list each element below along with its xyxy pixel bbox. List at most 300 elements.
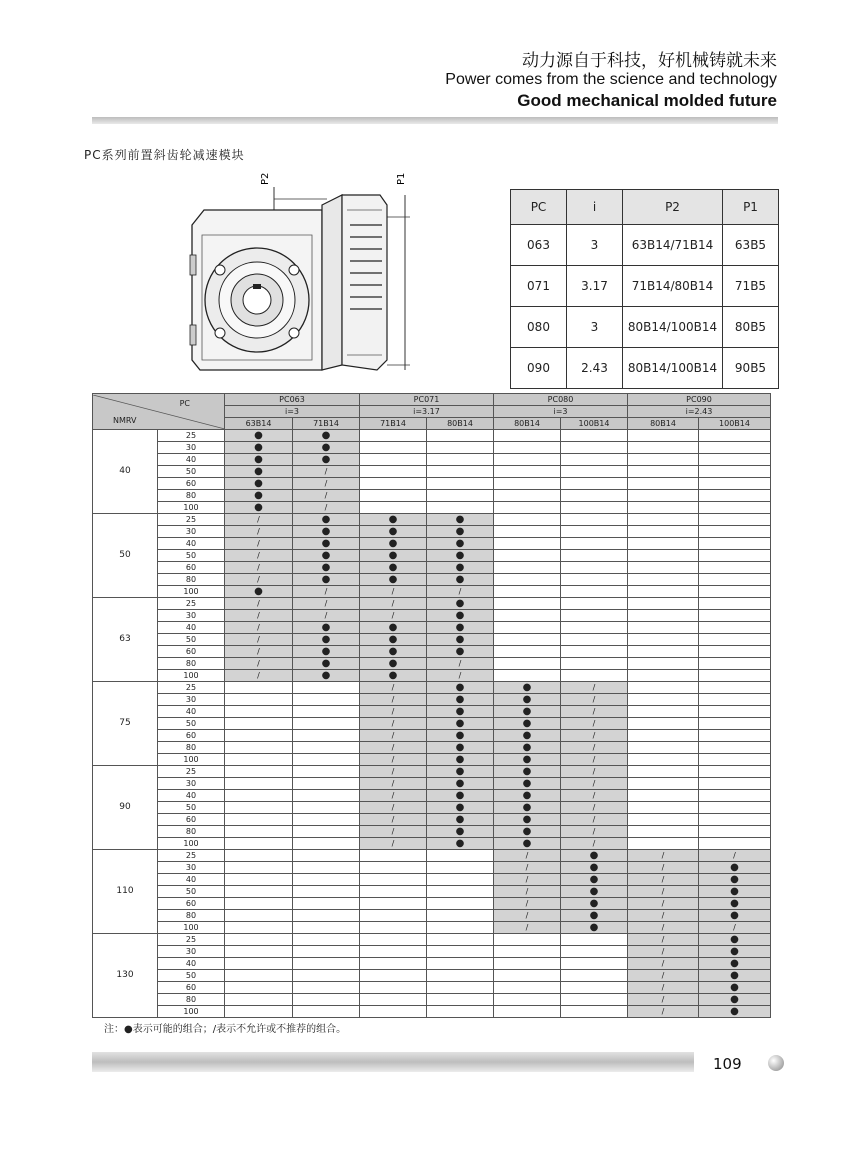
- compat-cell: [628, 694, 699, 706]
- compat-cell: [628, 754, 699, 766]
- compat-cell: [628, 838, 699, 850]
- compat-cell: /: [360, 790, 427, 802]
- compat-cell: [494, 550, 561, 562]
- compat-cell: [293, 790, 360, 802]
- compat-cell: [494, 478, 561, 490]
- compat-cell: [494, 946, 561, 958]
- ratio-cell: 25: [158, 934, 225, 946]
- compat-cell: ●: [561, 910, 628, 922]
- compat-cell: [699, 598, 771, 610]
- ratio-cell: 25: [158, 850, 225, 862]
- compat-cell: [427, 430, 494, 442]
- header-title-cn: 动力源自于科技，好机械铸就未来: [522, 51, 777, 71]
- compat-cell: ●: [293, 538, 360, 550]
- table-row: [93, 886, 771, 898]
- flange-header: 71B14: [360, 418, 427, 430]
- compat-cell: [561, 562, 628, 574]
- compat-cell: /: [561, 754, 628, 766]
- table-row: [93, 742, 771, 754]
- spec-cell: 090: [511, 348, 567, 389]
- compat-cell: [427, 898, 494, 910]
- compat-cell: [561, 946, 628, 958]
- compat-cell: [225, 814, 293, 826]
- compat-cell: /: [293, 598, 360, 610]
- spec-header-row: [511, 190, 779, 225]
- table-row: [93, 946, 771, 958]
- compat-cell: ●: [427, 634, 494, 646]
- compat-cell: [699, 526, 771, 538]
- ratio-cell: 100: [158, 502, 225, 514]
- compat-cell: [628, 586, 699, 598]
- compat-cell: [293, 898, 360, 910]
- compat-cell: [225, 766, 293, 778]
- flange-header: 80B14: [628, 418, 699, 430]
- compat-cell: ●: [360, 514, 427, 526]
- ratio-cell: 25: [158, 766, 225, 778]
- spec-row: [511, 266, 779, 307]
- compat-cell: [293, 874, 360, 886]
- compat-cell: [561, 994, 628, 1006]
- compat-cell: [699, 502, 771, 514]
- compat-cell: [494, 526, 561, 538]
- compat-cell: [225, 694, 293, 706]
- table-row: [93, 694, 771, 706]
- compat-cell: ●: [225, 502, 293, 514]
- nmrv-size-cell: 110: [93, 850, 158, 934]
- compat-cell: [494, 982, 561, 994]
- compat-cell: [360, 478, 427, 490]
- compat-cell: [699, 802, 771, 814]
- compat-cell: [427, 922, 494, 934]
- compat-cell: [561, 646, 628, 658]
- compat-cell: [561, 550, 628, 562]
- compat-cell: [225, 718, 293, 730]
- compat-cell: [699, 814, 771, 826]
- compat-cell: [293, 754, 360, 766]
- group-ratio: i=3: [225, 406, 360, 418]
- compat-cell: /: [225, 538, 293, 550]
- compat-cell: [494, 622, 561, 634]
- compat-cell: ●: [225, 478, 293, 490]
- table-row: [93, 430, 771, 442]
- compat-cell: [427, 934, 494, 946]
- compat-cell: ●: [427, 610, 494, 622]
- compat-cell: [561, 478, 628, 490]
- compat-cell: ●: [293, 658, 360, 670]
- compat-cell: ●: [360, 634, 427, 646]
- compat-cell: [561, 466, 628, 478]
- compat-cell: [427, 502, 494, 514]
- compat-cell: [628, 502, 699, 514]
- compat-cell: ●: [427, 538, 494, 550]
- compat-cell: [561, 622, 628, 634]
- compat-cell: /: [494, 862, 561, 874]
- table-row: [93, 778, 771, 790]
- compat-cell: [225, 922, 293, 934]
- compat-cell: [699, 778, 771, 790]
- ratio-cell: 25: [158, 682, 225, 694]
- spec-cell: 3: [567, 307, 623, 348]
- compat-cell: /: [561, 814, 628, 826]
- compat-cell: /: [293, 466, 360, 478]
- table-row: [93, 718, 771, 730]
- header-title-en: Power comes from the science and technology: [445, 71, 777, 88]
- ratio-cell: 80: [158, 574, 225, 586]
- compat-cell: /: [360, 586, 427, 598]
- compat-cell: [427, 1006, 494, 1018]
- compat-cell: ●: [360, 574, 427, 586]
- compat-cell: [561, 430, 628, 442]
- ratio-cell: 60: [158, 646, 225, 658]
- compat-cell: [293, 946, 360, 958]
- compat-cell: ●: [225, 442, 293, 454]
- compat-cell: [360, 1006, 427, 1018]
- table-row: [93, 610, 771, 622]
- table-row: [93, 490, 771, 502]
- corner-pc-label: PC: [179, 398, 190, 408]
- compat-cell: /: [561, 718, 628, 730]
- compat-cell: [699, 574, 771, 586]
- compat-cell: [561, 670, 628, 682]
- compat-cell: [225, 886, 293, 898]
- compat-cell: [293, 694, 360, 706]
- compat-cell: [494, 490, 561, 502]
- gearbox-drawing: [182, 165, 422, 380]
- compat-cell: [494, 658, 561, 670]
- nmrv-size-cell: 40: [93, 430, 158, 514]
- compat-cell: /: [494, 898, 561, 910]
- compat-cell: ●: [293, 646, 360, 658]
- compat-cell: /: [360, 754, 427, 766]
- compat-cell: ●: [360, 658, 427, 670]
- compat-cell: [494, 466, 561, 478]
- compat-cell: /: [225, 562, 293, 574]
- compat-cell: ●: [225, 490, 293, 502]
- compat-cell: [427, 958, 494, 970]
- compat-cell: /: [628, 934, 699, 946]
- compat-cell: [561, 610, 628, 622]
- compat-cell: ●: [293, 634, 360, 646]
- compat-cell: [561, 982, 628, 994]
- compat-cell: [427, 478, 494, 490]
- ratio-cell: 80: [158, 742, 225, 754]
- compatibility-table: [92, 393, 771, 1018]
- compat-cell: /: [494, 910, 561, 922]
- footer-bar: [92, 1052, 694, 1072]
- compat-cell: ●: [293, 550, 360, 562]
- compat-cell: [225, 994, 293, 1006]
- compat-cell: [360, 502, 427, 514]
- compat-cell: [293, 682, 360, 694]
- compat-cell: ●: [360, 622, 427, 634]
- compat-cell: /: [494, 886, 561, 898]
- compat-cell: [225, 862, 293, 874]
- compat-cell: /: [427, 586, 494, 598]
- compat-cell: ●: [360, 550, 427, 562]
- compat-cell: /: [360, 706, 427, 718]
- compat-cell: [561, 514, 628, 526]
- compat-cell: /: [561, 802, 628, 814]
- compat-cell: [360, 970, 427, 982]
- compat-cell: [628, 826, 699, 838]
- compat-cell: [494, 454, 561, 466]
- compat-cell: /: [628, 982, 699, 994]
- ratio-cell: 60: [158, 982, 225, 994]
- compat-cell: [293, 826, 360, 838]
- compat-cell: ●: [427, 814, 494, 826]
- compat-cell: /: [699, 850, 771, 862]
- compat-cell: [699, 670, 771, 682]
- table-row: [93, 934, 771, 946]
- spec-cell: 063: [511, 225, 567, 266]
- compat-cell: [699, 634, 771, 646]
- compat-cell: [699, 490, 771, 502]
- ratio-cell: 25: [158, 430, 225, 442]
- compat-cell: [360, 922, 427, 934]
- table-row: [93, 802, 771, 814]
- table-row: [93, 454, 771, 466]
- compat-cell: ●: [427, 718, 494, 730]
- compat-cell: [225, 790, 293, 802]
- compat-cell: /: [561, 706, 628, 718]
- compat-cell: [225, 850, 293, 862]
- spec-row: [511, 307, 779, 348]
- compat-cell: [699, 466, 771, 478]
- ratio-cell: 40: [158, 454, 225, 466]
- compat-cell: ●: [494, 730, 561, 742]
- header-slogan: Good mechanical molded future: [517, 91, 777, 110]
- table-row: [93, 826, 771, 838]
- compat-cell: [360, 946, 427, 958]
- nmrv-size-cell: 75: [93, 682, 158, 766]
- ratio-cell: 50: [158, 550, 225, 562]
- compat-cell: [628, 574, 699, 586]
- table-row: [93, 898, 771, 910]
- compat-cell: [427, 454, 494, 466]
- compat-cell: /: [360, 718, 427, 730]
- compat-cell: /: [225, 514, 293, 526]
- compat-cell: [494, 586, 561, 598]
- compat-cell: /: [628, 886, 699, 898]
- compat-cell: [225, 874, 293, 886]
- compat-cell: ●: [427, 574, 494, 586]
- compat-cell: [628, 538, 699, 550]
- compat-cell: [628, 430, 699, 442]
- spec-cell: 3.17: [567, 266, 623, 307]
- ratio-cell: 30: [158, 694, 225, 706]
- compat-cell: /: [628, 850, 699, 862]
- compat-cell: /: [360, 814, 427, 826]
- compat-cell: [293, 850, 360, 862]
- compat-cell: [699, 682, 771, 694]
- ratio-cell: 60: [158, 814, 225, 826]
- group-header: PC090: [628, 394, 771, 406]
- compat-cell: [561, 934, 628, 946]
- table-row: [93, 538, 771, 550]
- compat-cell: [225, 958, 293, 970]
- compat-cell: [561, 454, 628, 466]
- table-row: [93, 814, 771, 826]
- compat-cell: [427, 490, 494, 502]
- compat-cell: [561, 502, 628, 514]
- compat-cell: [699, 754, 771, 766]
- ratio-cell: 30: [158, 862, 225, 874]
- compat-cell: ●: [699, 970, 771, 982]
- compat-cell: [360, 958, 427, 970]
- compat-cell: [699, 646, 771, 658]
- compat-cell: [699, 826, 771, 838]
- table-row: [93, 730, 771, 742]
- spec-header-p1: P1: [723, 190, 779, 225]
- compat-cell: [360, 886, 427, 898]
- table-row: [93, 922, 771, 934]
- compat-cell: [561, 586, 628, 598]
- compat-cell: ●: [427, 622, 494, 634]
- compat-cell: /: [360, 598, 427, 610]
- compat-cell: ●: [494, 694, 561, 706]
- compat-cell: [628, 718, 699, 730]
- compat-cell: /: [360, 766, 427, 778]
- table-row: [93, 466, 771, 478]
- compat-cell: /: [561, 826, 628, 838]
- compat-cell: ●: [494, 754, 561, 766]
- compat-cell: [293, 742, 360, 754]
- compat-cell: [699, 622, 771, 634]
- flange-header: 80B14: [494, 418, 561, 430]
- compat-cell: ●: [293, 454, 360, 466]
- compat-cell: [494, 610, 561, 622]
- group-ratio: i=3: [494, 406, 628, 418]
- compat-cell: ●: [360, 526, 427, 538]
- compat-cell: /: [360, 730, 427, 742]
- section-title: PC系列前置斜齿轮减速模块: [84, 148, 245, 162]
- compat-cell: /: [360, 838, 427, 850]
- compat-cell: [293, 994, 360, 1006]
- compat-cell: [699, 742, 771, 754]
- compat-cell: [628, 814, 699, 826]
- ratio-cell: 100: [158, 754, 225, 766]
- compat-cell: [360, 850, 427, 862]
- compat-cell: [360, 982, 427, 994]
- spec-cell: 63B5: [723, 225, 779, 266]
- compat-cell: [628, 730, 699, 742]
- compat-cell: ●: [293, 442, 360, 454]
- compat-cell: [628, 454, 699, 466]
- ratio-cell: 40: [158, 622, 225, 634]
- compat-cell: [293, 982, 360, 994]
- compat-cell: [427, 970, 494, 982]
- compat-cell: ●: [225, 430, 293, 442]
- compat-cell: /: [628, 922, 699, 934]
- table-row: [93, 646, 771, 658]
- compat-cell: ●: [699, 958, 771, 970]
- compat-cell: [699, 694, 771, 706]
- compat-cell: [427, 466, 494, 478]
- table-row: [93, 550, 771, 562]
- compat-cell: [628, 442, 699, 454]
- compat-cell: [561, 442, 628, 454]
- compat-cell: [561, 1006, 628, 1018]
- compat-cell: ●: [427, 790, 494, 802]
- spec-cell: 90B5: [723, 348, 779, 389]
- compat-cell: [628, 778, 699, 790]
- spec-cell: 71B14/80B14: [623, 266, 723, 307]
- compat-cell: /: [494, 922, 561, 934]
- ratio-cell: 40: [158, 538, 225, 550]
- spec-cell: 80B14/100B14: [623, 307, 723, 348]
- compat-cell: [628, 514, 699, 526]
- compat-cell: [225, 982, 293, 994]
- compat-cell: [427, 862, 494, 874]
- table-row: [93, 586, 771, 598]
- compat-cell: /: [225, 670, 293, 682]
- compat-cell: [225, 778, 293, 790]
- ratio-cell: 40: [158, 790, 225, 802]
- compat-cell: [225, 682, 293, 694]
- compat-cell: [628, 634, 699, 646]
- compat-cell: [628, 670, 699, 682]
- compat-cell: [699, 514, 771, 526]
- nmrv-size-cell: 50: [93, 514, 158, 598]
- compat-cell: /: [561, 766, 628, 778]
- spec-header-p2: P2: [623, 190, 723, 225]
- spec-cell: 80B5: [723, 307, 779, 348]
- compat-cell: /: [699, 922, 771, 934]
- table-row: [93, 706, 771, 718]
- compat-cell: [225, 706, 293, 718]
- ratio-cell: 60: [158, 478, 225, 490]
- compat-cell: [561, 538, 628, 550]
- compat-cell: [628, 478, 699, 490]
- nmrv-size-cell: 130: [93, 934, 158, 1018]
- ratio-cell: 100: [158, 586, 225, 598]
- compat-cell: /: [360, 694, 427, 706]
- compat-cell: [293, 862, 360, 874]
- compat-cell: [427, 874, 494, 886]
- table-note: 注：●表示可能的组合；/表示不允许或不推荐的组合。: [104, 1024, 347, 1035]
- spec-header-i: i: [567, 190, 623, 225]
- compat-cell: /: [628, 898, 699, 910]
- compat-cell: ●: [561, 862, 628, 874]
- compat-cell: ●: [427, 730, 494, 742]
- flange-header: 80B14: [427, 418, 494, 430]
- spec-header-pc: PC: [511, 190, 567, 225]
- compat-cell: [628, 706, 699, 718]
- ratio-cell: 30: [158, 442, 225, 454]
- compat-cell: [293, 766, 360, 778]
- table-row: [93, 910, 771, 922]
- table-row: [93, 838, 771, 850]
- compat-cell: [427, 910, 494, 922]
- compat-cell: [628, 646, 699, 658]
- table-row: [93, 850, 771, 862]
- compat-cell: [561, 634, 628, 646]
- table-row: [93, 598, 771, 610]
- compat-cell: ●: [293, 430, 360, 442]
- compat-cell: [225, 898, 293, 910]
- compat-cell: /: [561, 838, 628, 850]
- compat-cell: [699, 562, 771, 574]
- compat-cell: [225, 742, 293, 754]
- table-row: [93, 562, 771, 574]
- group-header: PC063: [225, 394, 360, 406]
- compat-cell: /: [225, 658, 293, 670]
- compat-cell: ●: [427, 526, 494, 538]
- ratio-cell: 100: [158, 838, 225, 850]
- compat-cell: [293, 922, 360, 934]
- compat-cell: ●: [561, 898, 628, 910]
- compat-cell: [561, 490, 628, 502]
